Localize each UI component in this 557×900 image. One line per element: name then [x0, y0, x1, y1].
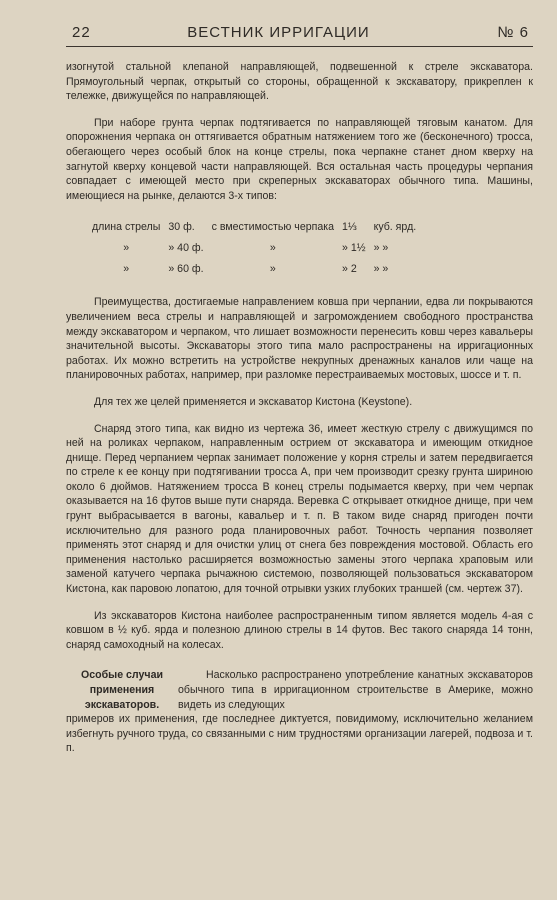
table-row	[92, 239, 422, 258]
table-cell: 1⅓	[342, 221, 357, 234]
paragraph-6: Из экскаваторов Кистона наиболее распространенным типом является модель 4-ая с ковшом в ½ куб. ярда и полезною длиною стрелы в 14 футов. Вес такого снаряда 14 тонн, снаряд самоходный на колесах.	[66, 609, 533, 651]
paragraph-5: Снаряд этого типа, как видно из чертежа 36, имеет жесткую стрелу с движущимся по ней на роликах черпаком, направленным острием от экскаватора и имеющим откидное днище. Перед черпанием черпак занимает положение у корня стрелы и затем передвигается по стреле к ее концу при подтягивании тросса А, при чем производит срезку грунта шириною около 6 дюймов. Натяжением тросса В конец стрелы подымается кверху, при чем черпак оказывается на 16 футов выше пути снаряда. Веревка С открывает откидное днище, при чем грунт выбрасывается в вагоны, кавальер и т. п. В таком виде снаряд пригоден почти исключительно для разного рода планировочных работ. Точность черпания позволяет применять этот снаряд и для очистки улиц от снега без повреждения мостовой. Область его применения настолько расширяется возможностью замены этого черпака храповым или заменой катучего черпака рычажною системою, позволяющей пользоваться экскаватором Кистона, как паровою лопатою, для точной отрывки узких глубоких траншей (см. чертеж 37).	[66, 422, 533, 596]
table-row	[92, 260, 422, 279]
journal-title: ВЕСТНИК ИРРИГАЦИИ	[187, 24, 370, 41]
paragraph-7-start: Насколько распространено употребление канатных экскаваторов обычного типа в ирригационном строительстве в Америке, можно видеть из следующих	[178, 669, 533, 711]
table-cell: с вместимостью черпака	[211, 221, 334, 234]
excavator-types-table	[90, 216, 424, 281]
issue-number: № 6	[497, 24, 529, 41]
table-cell: »	[123, 263, 130, 276]
page-header	[0, 24, 557, 46]
table-row	[92, 218, 422, 237]
table-cell: »	[123, 242, 130, 255]
table-cell: » 2	[342, 263, 357, 276]
table-cell: »	[269, 242, 276, 255]
paragraph-4: Для тех же целей применяется и экскаватор Кистона (Keystone).	[94, 395, 413, 408]
table-cell: »	[269, 263, 276, 276]
article-body	[66, 60, 533, 756]
paragraph-7-continued: примеров их применения, где последнее диктуется, повидимому, исключительно желанием избегнуть ручного труда, со связанными с ним трудностями организации лагерей, подвоза и т. п.	[66, 713, 533, 755]
table-cell: » »	[373, 242, 389, 255]
table-cell: длина стрелы	[92, 221, 161, 234]
header-rule	[66, 46, 533, 47]
table-cell: куб. ярд.	[373, 221, 417, 234]
table-cell: » 40 ф.	[168, 242, 204, 255]
table-cell: » 60 ф.	[168, 263, 204, 276]
table-cell: » »	[373, 263, 389, 276]
page-number: 22	[72, 24, 91, 41]
paragraph-1: изогнутой стальной клепаной направляющей, подвешенной к стреле экскаватора. Прямоугольный черпак, открытый со стороны, обращенной к экскаватору, прикреплен к тележке, движущейся по направляющей.	[66, 61, 533, 103]
table-cell: » 1½	[342, 242, 366, 255]
side-heading-block	[66, 668, 533, 712]
side-heading: Особые случаи применения экскаваторов.	[81, 669, 163, 711]
paragraph-3: Преимущества, достигаемые направлением ковша при черпании, едва ли покрываются увеличением веса стрелы и направляющей и загромождением свободного пространства между экскаватором и черпаком, что лишает возможности перенесить ковш через кавальеры значительной высоты. Экскаваторы этого типа мало распространены на ирригационных работах. Их можно встретить на устройстве некрупных дренажных каналов или чаще на планировочных работах, например, при разломке перестраиваемых мостовых, шоссе и т. п.	[66, 296, 533, 382]
paragraph-2: При наборе грунта черпак подтягивается по направляющей тяговым канатом. Для опорожнения черпака он оттягивается обратным натяжением того же (бесконечного) тросса, обегающего через особый блок на конце стрелы, пока черпакне станет дном кверху на загнутой кверху концевой части направляющей. Вся остальная часть процедуры черпания совпадает с имеющей место при скреперных экскаваторах обычного типа. Машины, имеющиеся на рынке, делаются 3-х типов:	[66, 116, 533, 202]
table-cell: 30 ф.	[168, 221, 195, 234]
